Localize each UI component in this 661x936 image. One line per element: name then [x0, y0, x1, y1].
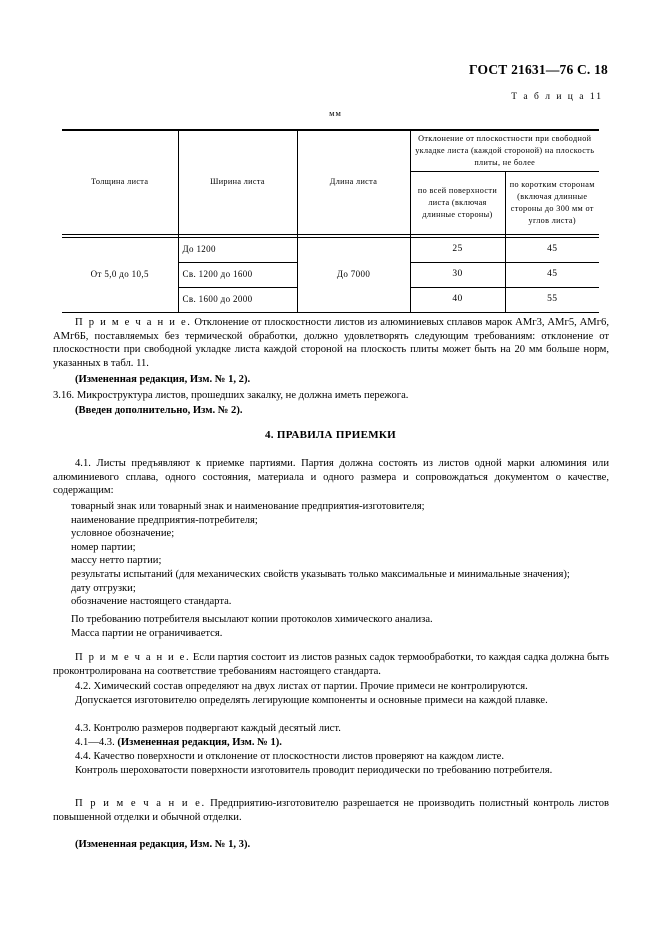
- cell-dev-short-0: 45: [505, 237, 599, 262]
- section-4-title: 4. ПРАВИЛА ПРИЕМКИ: [264, 429, 397, 441]
- cell-width-0: До 1200: [178, 237, 297, 262]
- clause-4-2-b: Допускается изготовителю определять легирующие компоненты и основные примеси на каждой плавке.: [75, 695, 548, 706]
- list-item: дату отгрузки;: [71, 582, 136, 594]
- revision-4-1-4-3-prefix: 4.1—4.3.: [75, 737, 118, 748]
- note-4-4: [53, 797, 609, 824]
- cell-dev-all-0: 25: [410, 237, 505, 262]
- quality-doc-list: [53, 500, 609, 609]
- note-4-4-label: П р и м е ч а н и е.: [75, 798, 206, 809]
- cell-dev-all-1: 30: [410, 262, 505, 287]
- list-item: обозначение настоящего стандарта.: [71, 596, 232, 608]
- cell-length-value: До 7000: [297, 237, 410, 312]
- page-header-standard: ГОСТ 21631—76 С. 18: [469, 62, 608, 77]
- revision-1-3: (Измененная редакция, Изм. № 1, 3).: [75, 839, 251, 850]
- list-item: условное обозначение;: [71, 528, 175, 540]
- list-item: товарный знак или товарный знак и наименование предприятия-изготовителя;: [71, 501, 425, 512]
- table-11: [62, 129, 599, 313]
- table-note-label: П р и м е ч а н и е.: [75, 317, 192, 328]
- header-deviation-short-sides: по коротким сторонам (включая длинные стороны до 300 мм от углов листа): [505, 171, 599, 234]
- clause-4-4-a: 4.4. Качество поверхности и отклонение от плоскостности листов проверяют на каждом листе.: [75, 751, 504, 762]
- note-4-4-text: Предприятию-изготовителю разрешается не производить полистный контроль листов повышенной отделки и обычной отделки.: [53, 798, 609, 823]
- cell-dev-short-1: 45: [505, 262, 599, 287]
- cell-thickness-value: От 5,0 до 10,5: [62, 237, 178, 312]
- revision-4-1-4-3: [53, 736, 609, 750]
- clause-4-1-after-2: Масса партии не ограничивается.: [71, 628, 223, 639]
- clause-4-1-after-1: По требованию потребителя высылают копии протоколов химического анализа.: [71, 614, 433, 625]
- revision-intro-2: (Введен дополнительно, Изм. № 2).: [75, 405, 243, 416]
- revision-1-2: (Измененная редакция, Изм. № 1, 2).: [75, 374, 251, 385]
- table-note-text: Отклонение от плоскостности листов из алюминиевых сплавов марок АМг3, АМг5, АМг6, АМг6Б, поставляемых без термической обработки, должно удовлетворять следующим требованиям: отклонение от плоскостности при свободной укладке листа каждой стороной на плоскость плиты может быть на 20 мм больше норм, указанных в табл. 11.: [53, 317, 610, 369]
- table-header-row-1: [62, 130, 599, 171]
- list-item: массу нетто партии;: [71, 555, 162, 567]
- note-4-1-label: П р и м е ч а н и е.: [75, 652, 191, 663]
- list-item: результаты испытаний (для механических свойств указывать только максимальные и минимальные значения);: [71, 568, 570, 580]
- list-item: номер партии;: [71, 541, 136, 553]
- cell-width-1: Св. 1200 до 1600: [178, 262, 297, 287]
- clause-4-3: 4.3. Контролю размеров подвергают каждый десятый лист.: [75, 723, 341, 734]
- header-thickness: Толщина листа: [62, 130, 178, 234]
- table-unit-label: мм: [329, 108, 342, 118]
- header-deviation-group: Отклонение от плоскостности при свободной укладке листа (каждой стороной) на плоскость плиты, не более: [410, 130, 599, 171]
- header-width: Ширина листа: [178, 130, 297, 234]
- table-caption: Т а б л и ц а 11: [511, 92, 603, 102]
- cell-dev-short-2: 55: [505, 287, 599, 312]
- cell-dev-all-2: 40: [410, 287, 505, 312]
- clause-4-1: 4.1. Листы предъявляют к приемке партиями. Партия должна состоять из листов одной марки алюминия или алюминиевого сплава, одного состояния, материала и одного размера и сопровождаться документом о качестве, содержащим:: [53, 458, 609, 497]
- list-item: наименование предприятия-потребителя;: [71, 514, 258, 526]
- clause-4-2-a: 4.2. Химический состав определяют на двух листах от партии. Прочие примеси не контролируются.: [75, 681, 528, 692]
- clause-3-16: 3.16. Микроструктура листов, прошедших закалку, не должна иметь пережога.: [53, 390, 409, 401]
- revision-4-1-4-3-text: (Измененная редакция, Изм. № 1).: [117, 737, 282, 748]
- clause-4-4-b: Контроль шероховатости поверхности изготовитель проводит периодически по требованию потребителя.: [75, 765, 553, 776]
- header-length: Длина листа: [297, 130, 410, 234]
- note-4-1: [53, 651, 609, 678]
- table-11-wrapper: [62, 129, 599, 313]
- table-note: [53, 316, 609, 370]
- note-4-1-text: Если партия состоит из листов разных садок термообработки, то каждая садка должна быть проконтролирована на соответствие требованиям настоящего стандарта.: [53, 652, 610, 677]
- header-deviation-all-surface: по всей поверхности листа (включая длинные стороны): [410, 171, 505, 234]
- table-row: [62, 237, 599, 262]
- cell-width-2: Св. 1600 до 2000: [178, 287, 297, 312]
